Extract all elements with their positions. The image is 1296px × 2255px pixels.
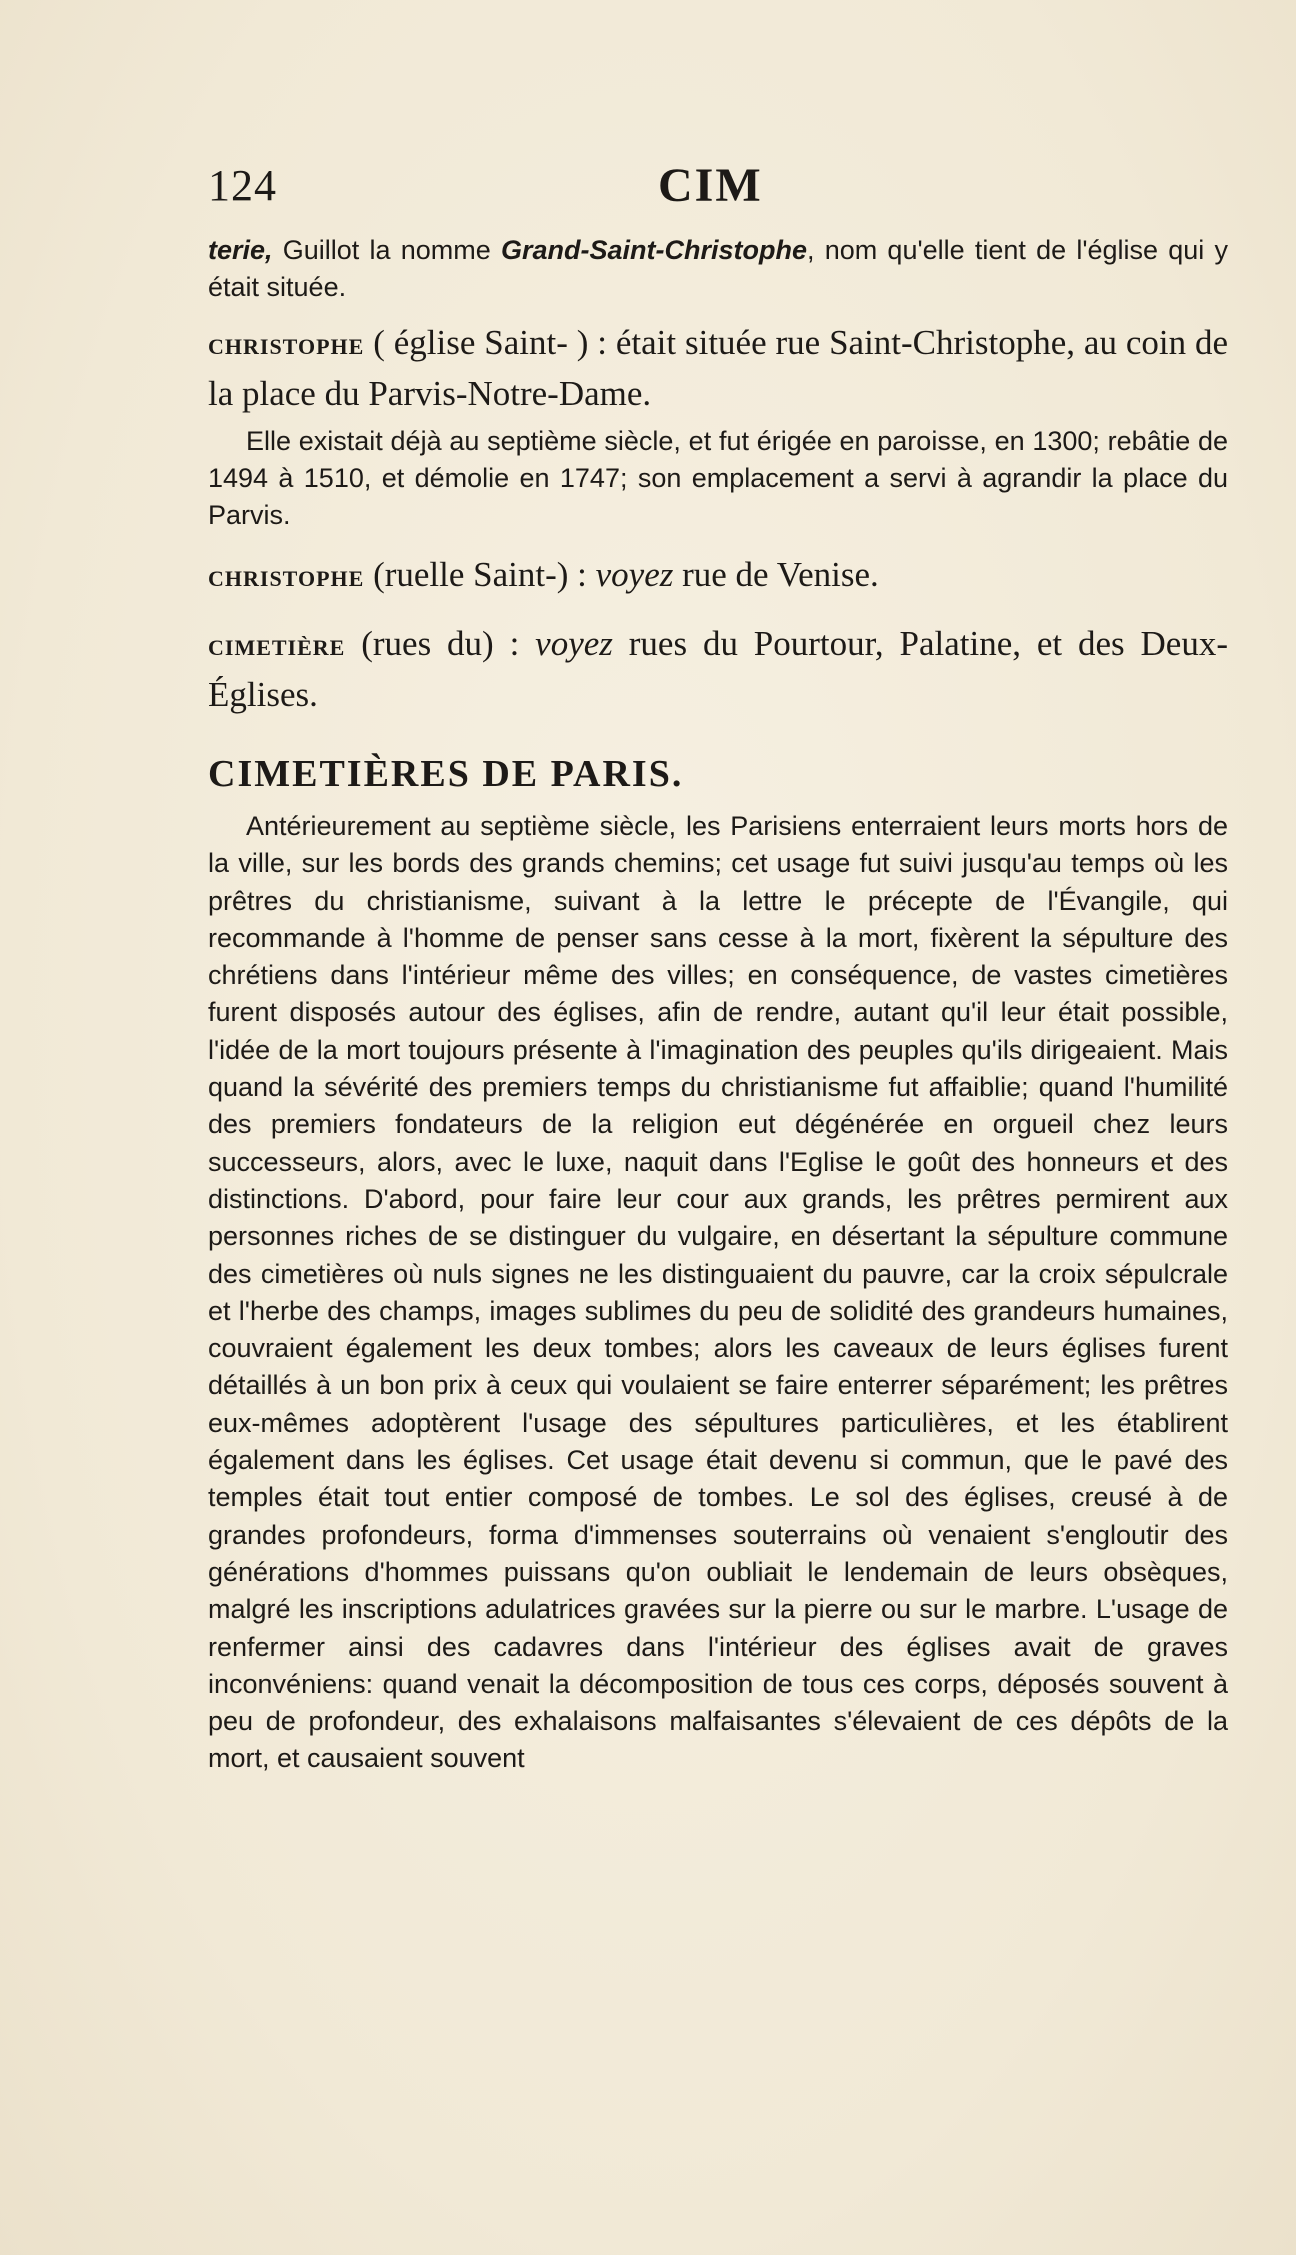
entry-text-b: rues du Pourtour, Palatine, et des Deux-Églises. [208, 624, 1228, 714]
entry-text-a: (ruelle Saint-) : [364, 555, 596, 594]
entry-headword: christophe [208, 558, 365, 593]
entry-text-b: rue de Venise. [673, 555, 879, 594]
entry-text: ( église Saint- ) : était située rue Saint-Christophe, au coin de la place du Parvis-Notre-Dame. [208, 323, 1228, 413]
section-title: CIMETIÈRES DE PARIS. [208, 753, 684, 795]
page-number: 124 [208, 161, 277, 210]
continuation-text-b: , nom qu'elle tient de l'église qui y était située. [208, 235, 1228, 302]
page-header [208, 160, 1228, 220]
entry-detail: Elle existait déjà au septième siècle, et fut érigée en paroisse, en 1300; rebâtie de 1494 à 1510, et démolie en 1747; son emplacement a servi à agrandir la place du Parvis. [208, 426, 1228, 530]
entry-headword: cimetière [208, 627, 346, 662]
entry-italic: voyez [595, 555, 674, 594]
entry-italic: voyez [535, 624, 613, 663]
continuation-italic-name: Grand-Saint-Christophe [500, 235, 807, 265]
continuation-italic-lead: terie, [208, 235, 273, 265]
continuation-text-a: Guillot la nomme [272, 235, 501, 265]
entry-christophe-eglise [208, 318, 1228, 419]
entry-christophe-ruelle [208, 550, 1228, 601]
entry-headword: christophe [208, 326, 365, 361]
section-body-paragraph: Antérieurement au septième siècle, les Parisiens enterraient leurs morts hors de la ville, sur les bords des grands chemins; cet usage fut suivi jusqu'au temps où les prêtres du christianisme, suivant à la lettre le précepte de l'Évangile, qui recommande à l'homme de penser sans cesse à la mort, fixèrent la sépulture des chrétiens dans l'intérieur même des villes; en conséquence, de vastes cimetières furent disposés autour des églises, afin de rendre, autant qu'il leur était possible, l'idée de la mort toujours présente à l'imagination des peuples qu'ils dirigeaient. Mais quand la sévérité des premiers temps du christianisme fut affaiblie; quand l'humilité des premiers fondateurs de la religion eut dégénérée en orgueil chez leurs successeurs, alors, avec le luxe, naquit dans l'Eglise le goût des honneurs et des distinctions. D'abord, pour faire leur cour aux grands, les prêtres permirent aux personnes riches de se distinguer du vulgaire, en désertant la sépulture commune des cimetières où nuls signes ne les distinguaient du pauvre, car la croix sépulcrale et l'herbe des champs, images sublimes du peu de solidité des grandeurs humaines, couvraient également les deux tombes; alors les caveaux de leurs églises furent détaillés à un bon prix à ceux qui voulaient se faire enterrer séparément; les prêtres eux-mêmes adoptèrent l'usage des sépultures particulières, et les établirent également dans les églises. Cet usage était devenu si commun, que le pavé des temples était tout entier composé de tombes. Le sol des églises, creusé à de grandes profondeurs, forma d'immenses souterrains où venaient s'engloutir des générations d'hommes puissans qu'on oubliait le lendemain de leurs obsèques, malgré les inscriptions adulatrices gravées sur la pierre ou sur le marbre. L'usage de renfermer ainsi des cadavres dans l'intérieur des églises avait de graves inconvéniens: quand venait la décomposition de tous ces corps, déposés souvent à peu de profondeur, des exhalaisons malfaisantes s'élevaient de ces dépôts de la mort, et causaient souvent [208, 811, 1228, 1774]
continuation-paragraph [208, 232, 1228, 306]
entry-text-a: (rues du) : [345, 624, 536, 663]
entry-cimetiere-rues [208, 619, 1228, 720]
page-text [208, 232, 1228, 1778]
running-head: CIM [658, 159, 763, 212]
